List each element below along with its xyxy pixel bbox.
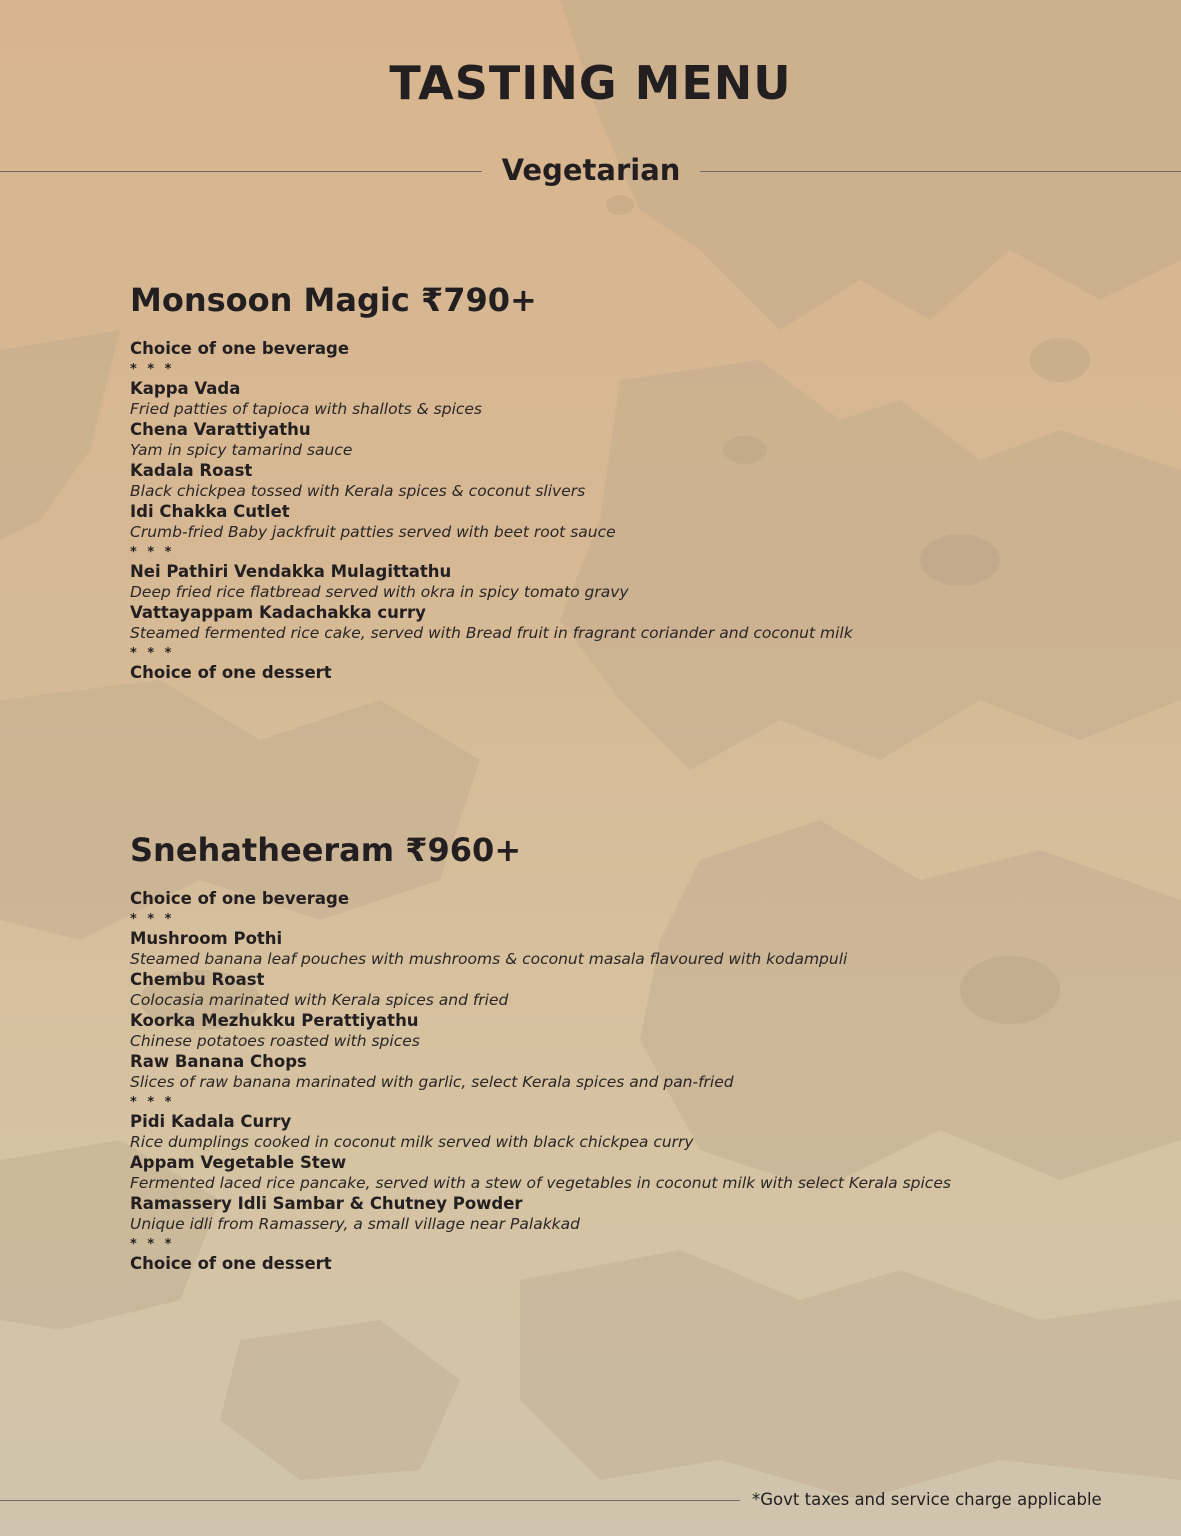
dish-name: Ramassery Idli Sambar & Chutney Powder: [130, 1193, 523, 1213]
course-note: Choice of one dessert: [130, 662, 332, 682]
separator: * * *: [130, 544, 175, 560]
dish-description: Steamed fermented rice cake, served with Bread fruit in fragrant coriander and coconut milk: [130, 624, 853, 642]
dish-description: Black chickpea tossed with Kerala spices & coconut slivers: [130, 482, 586, 500]
menu-items: [130, 339, 1110, 683]
dish-name: Appam Vegetable Stew: [130, 1152, 347, 1172]
course-note: Choice of one beverage: [130, 889, 350, 908]
course-note: Choice of one dessert: [130, 1253, 332, 1273]
dish-description: Chinese potatoes roasted with spices: [130, 1032, 420, 1050]
section-title: Vegetarian: [501, 153, 681, 187]
dish-description: Unique idli from Ramassery, a small village near Palakkad: [130, 1215, 580, 1233]
footer-divider: [0, 1500, 740, 1501]
dish-name: Kappa Vada: [130, 378, 241, 398]
menu-section-monsoon-magic: [130, 281, 1110, 683]
dish-description: Colocasia marinated with Kerala spices and fried: [130, 991, 509, 1009]
separator: * * *: [130, 911, 175, 927]
dish-description: Crumb-fried Baby jackfruit patties served with beet root sauce: [130, 523, 616, 541]
dish-name: Idi Chakka Cutlet: [130, 501, 290, 521]
dish-description: Fermented laced rice pancake, served with a stew of vegetables in coconut milk with select Kerala spices: [130, 1174, 951, 1192]
dish-name: Chena Varattiyathu: [130, 419, 311, 439]
left-divider: [0, 171, 482, 172]
dish-description: Yam in spicy tamarind sauce: [130, 441, 353, 459]
section-header: [0, 150, 1181, 194]
dish-description: Steamed banana leaf pouches with mushrooms & coconut masala flavoured with kodampuli: [130, 950, 848, 968]
dish-name: Kadala Roast: [130, 460, 253, 480]
dish-description: Rice dumplings cooked in coconut milk served with black chickpea curry: [130, 1133, 694, 1151]
dish-name: Vattayappam Kadachakka curry: [130, 602, 426, 622]
dish-description: Slices of raw banana marinated with garlic, select Kerala spices and pan-fried: [130, 1073, 734, 1091]
footnote: *Govt taxes and service charge applicable: [752, 1490, 1102, 1509]
dish-name: Chembu Roast: [130, 969, 265, 989]
dish-description: Deep fried rice flatbread served with okra in spicy tomato gravy: [130, 583, 629, 601]
dish-description: Fried patties of tapioca with shallots & spices: [130, 400, 483, 418]
dish-name: Nei Pathiri Vendakka Mulagittathu: [130, 561, 452, 581]
course-note: Choice of one beverage: [130, 339, 350, 358]
right-divider: [700, 171, 1181, 172]
menu-title: Monsoon Magic ₹790+: [130, 281, 537, 319]
separator: * * *: [130, 361, 175, 377]
separator: * * *: [130, 1236, 175, 1252]
separator: * * *: [130, 645, 175, 661]
menu-section-snehatheeram: [130, 831, 1110, 1274]
separator: * * *: [130, 1094, 175, 1110]
menu-items: [130, 889, 1110, 1274]
dish-name: Pidi Kadala Curry: [130, 1111, 292, 1131]
page-title: TASTING MENU: [389, 56, 792, 110]
dish-name: Mushroom Pothi: [130, 928, 283, 948]
menu-title: Snehatheeram ₹960+: [130, 831, 522, 869]
dish-name: Koorka Mezhukku Perattiyathu: [130, 1010, 419, 1030]
dish-name: Raw Banana Chops: [130, 1051, 307, 1071]
